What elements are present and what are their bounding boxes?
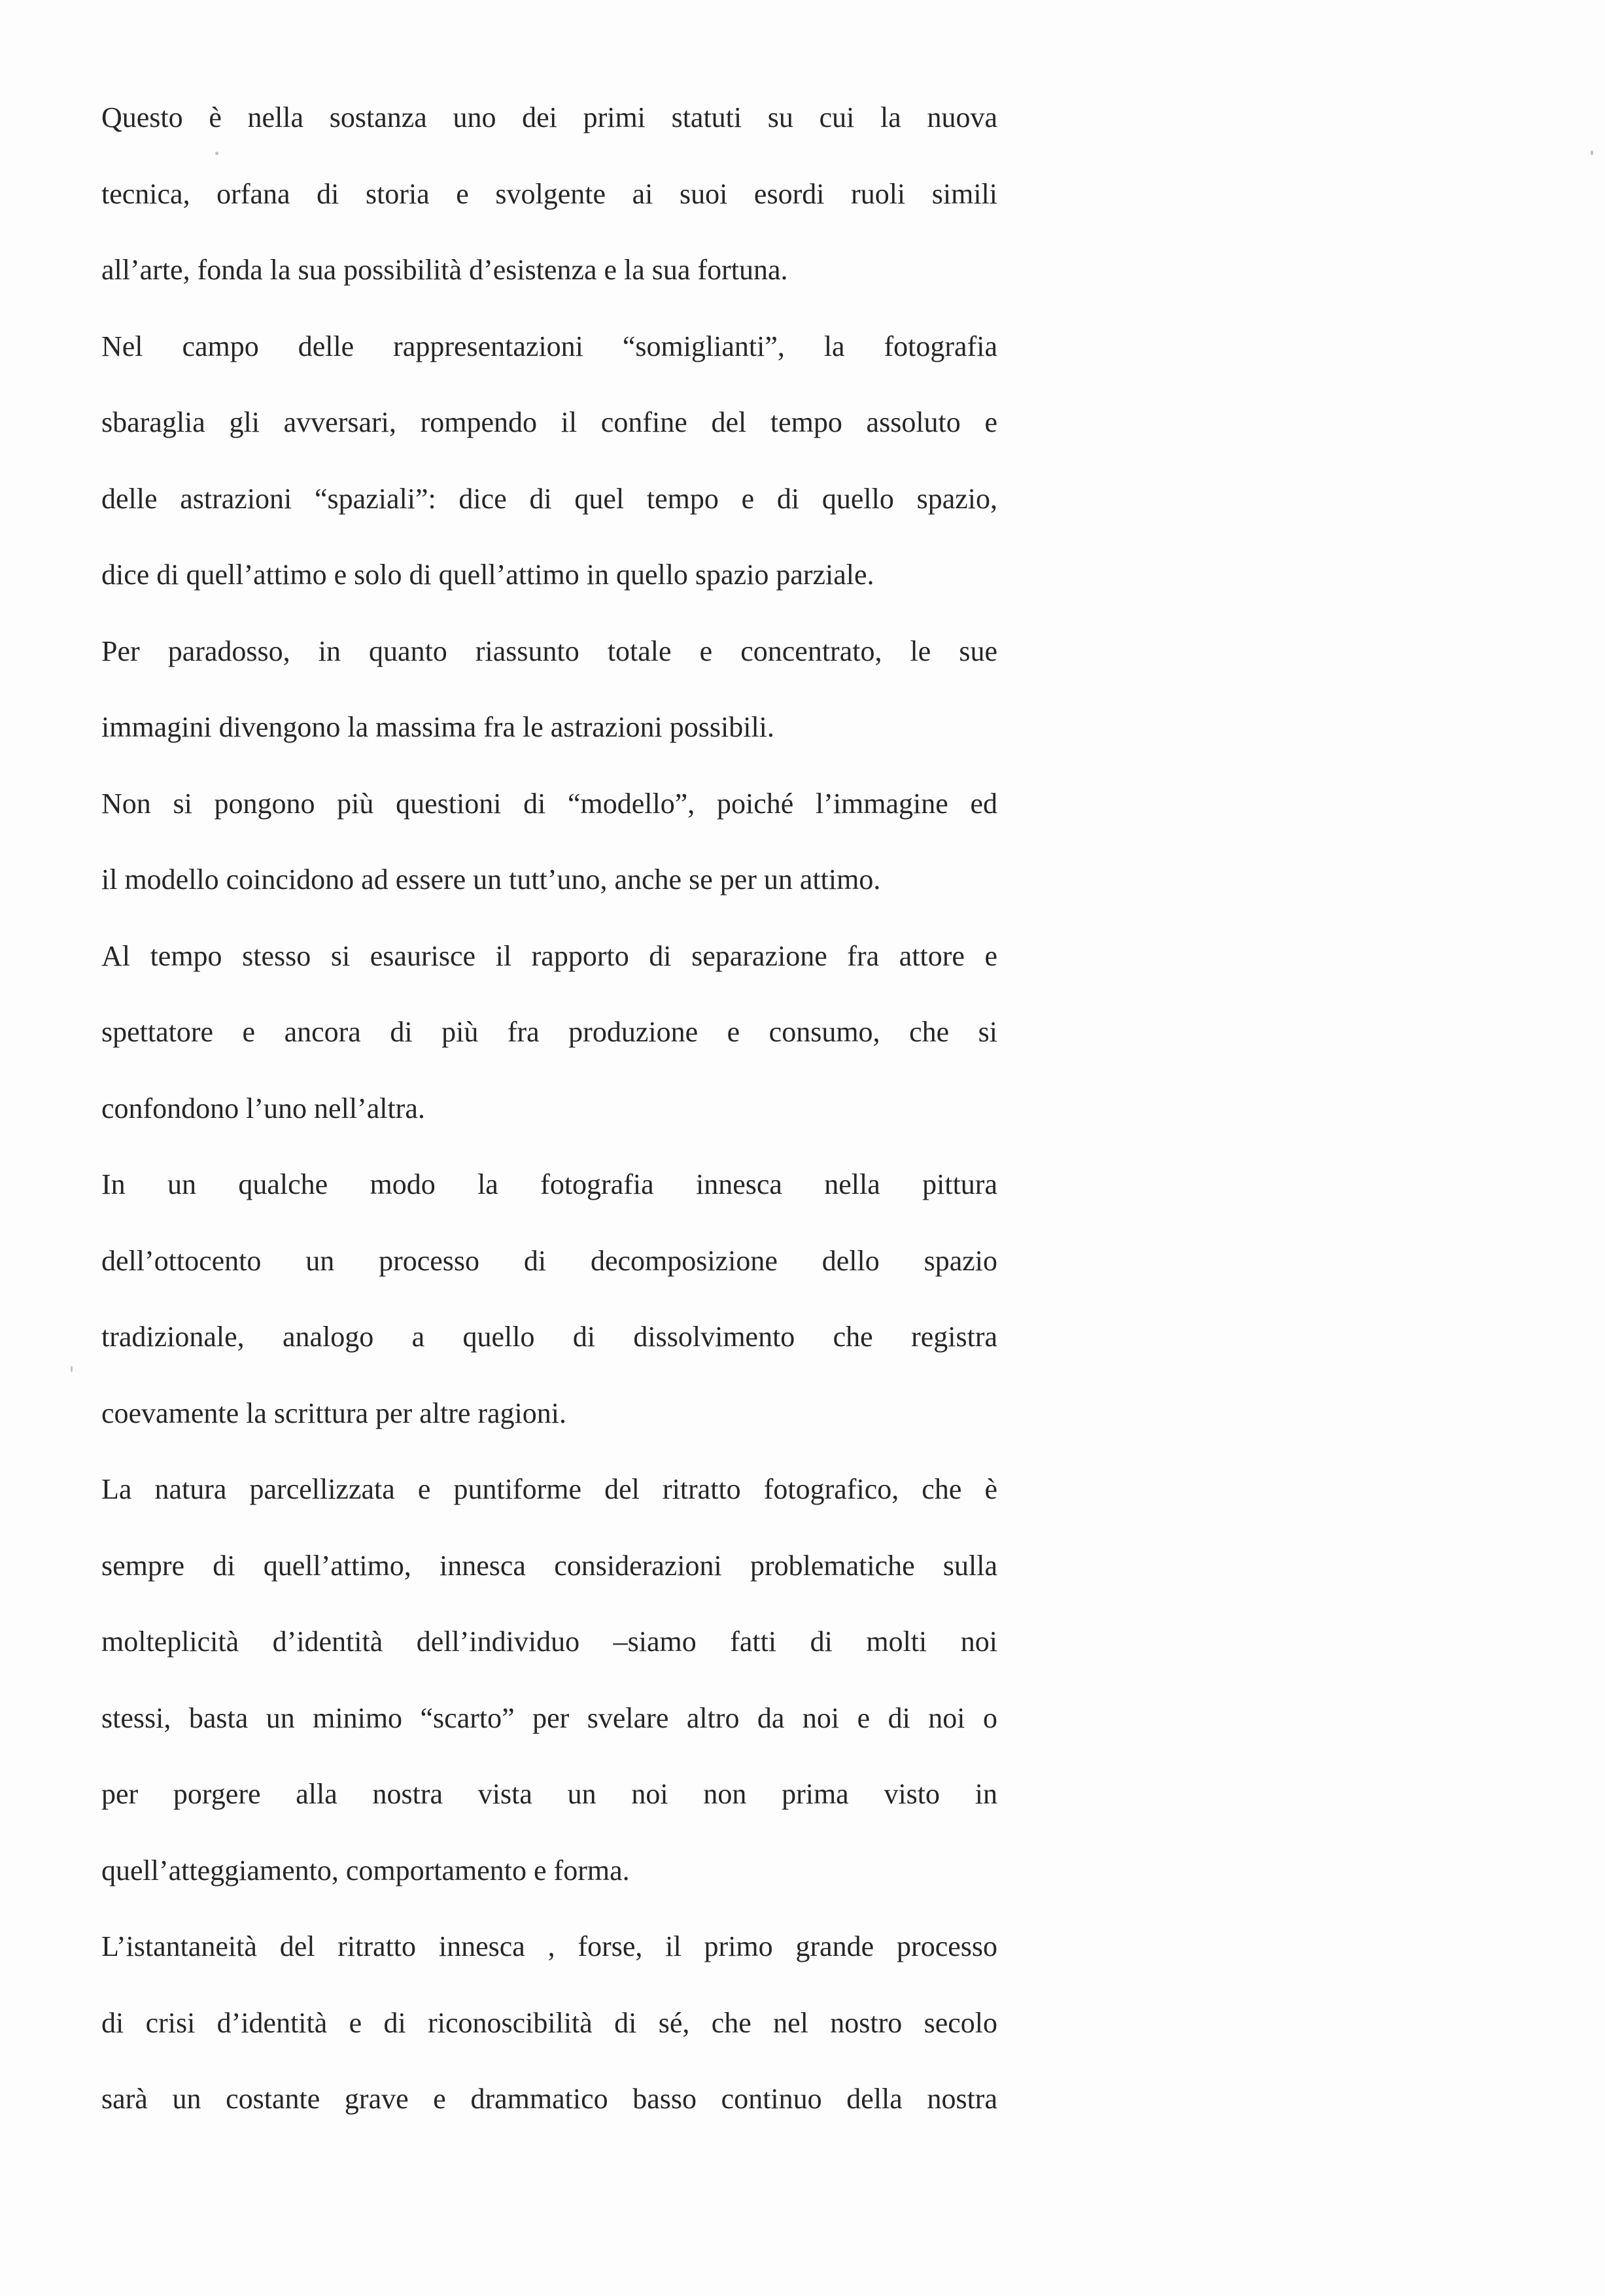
text-line: L’istantaneità del ritratto innesca , forse, il primo grande processo (101, 1930, 997, 1962)
scan-speck (1591, 150, 1593, 155)
text-line: stessi, basta un minimo “scarto” per svelare altro da noi e di noi o (101, 1701, 997, 1734)
text-line: quell’atteggiamento, comportamento e forma. (101, 1854, 630, 1887)
text-line: spettatore e ancora di più fra produzione e consumo, che si (101, 1016, 997, 1048)
text-line: La natura parcellizzata e puntiforme del ritratto fotografico, che è (101, 1473, 997, 1505)
text-line: sempre di quell’attimo, innesca considerazioni problematiche sulla (101, 1549, 997, 1582)
text-line: dice di quell’attimo e solo di quell’attimo in quello spazio parziale. (101, 559, 874, 591)
text-line: Questo è nella sostanza uno dei primi statuti su cui la nuova (101, 101, 997, 133)
text-line: coevamente la scrittura per altre ragioni. (101, 1397, 566, 1429)
text-line: tecnica, orfana di storia e svolgente ai suoi esordi ruoli simili (101, 177, 997, 210)
text-line: confondono l’uno nell’altra. (101, 1092, 425, 1124)
text-line: sarà un costante grave e drammatico basso continuo della nostra (101, 2083, 997, 2115)
text-line: Non si pongono più questioni di “modello”, poiché l’immagine ed (101, 787, 997, 820)
text-line: Nel campo delle rappresentazioni “somiglianti”, la fotografia (101, 330, 997, 362)
text-line: Per paradosso, in quanto riassunto totale e concentrato, le sue (101, 635, 997, 667)
text-line: In un qualche modo la fotografia innesca nella pittura (101, 1168, 997, 1200)
text-line: per porgere alla nostra vista un noi non prima visto in (101, 1778, 997, 1810)
scan-speck (71, 1366, 73, 1372)
text-line: il modello coincidono ad essere un tutt’uno, anche se per un attimo. (101, 863, 881, 896)
text-line: delle astrazioni “spaziali”: dice di quel tempo e di quello spazio, (101, 482, 997, 515)
text-line: immagini divengono la massima fra le astrazioni possibili. (101, 711, 774, 743)
text-line: molteplicità d’identità dell’individuo –siamo fatti di molti noi (101, 1626, 997, 1658)
text-line: di crisi d’identità e di riconoscibilità di sé, che nel nostro secolo (101, 2006, 997, 2039)
text-line: tradizionale, analogo a quello di dissolvimento che registra (101, 1321, 997, 1353)
text-line: dell’ottocento un processo di decomposizione dello spazio (101, 1244, 997, 1277)
scan-speck (215, 152, 218, 155)
text-line: sbaraglia gli avversari, rompendo il confine del tempo assoluto e (101, 406, 997, 438)
body-text (101, 80, 997, 2138)
text-line: all’arte, fonda la sua possibilità d’esistenza e la sua fortuna. (101, 254, 788, 286)
text-line: Al tempo stesso si esaurisce il rapporto di separazione fra attore e (101, 939, 997, 972)
